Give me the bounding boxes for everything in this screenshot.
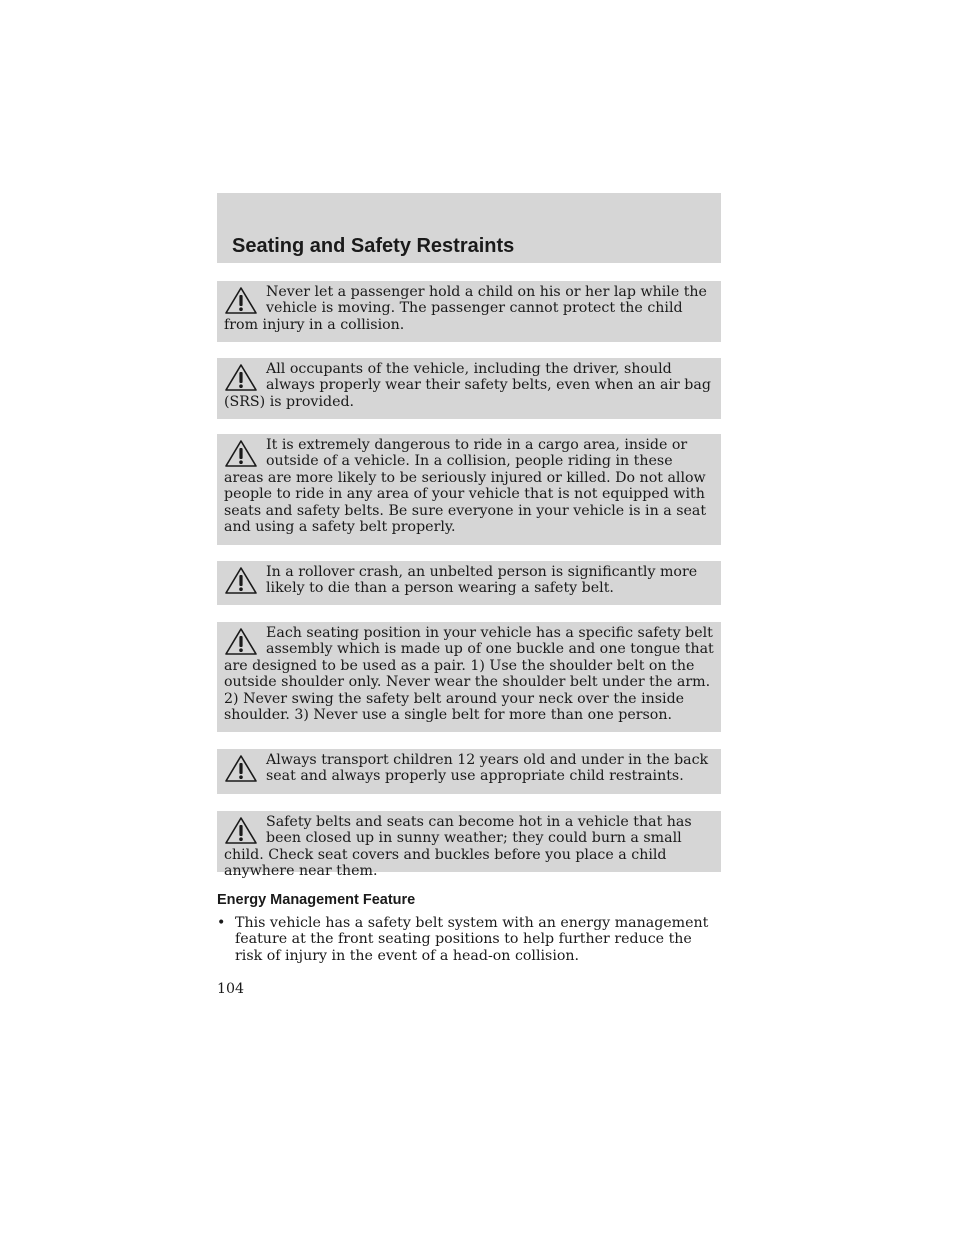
warning-text: Each seating position in your vehicle has a specific safety belt assembly which is made up of one buckle and one tongue that are designed to be used as a pair. 1) Use the shoulder belt on the outside shoulder only. Never wear the shoulder belt under the arm. 2) Never swing the safety belt around your neck over the inside shoulder. 3) Never use a single belt for more than one person. xyxy=(224,625,714,724)
bullet-icon: • xyxy=(217,915,226,931)
warning-triangle-icon xyxy=(224,566,258,596)
list-item xyxy=(217,915,722,964)
warning-triangle-icon xyxy=(224,816,258,846)
warning-triangle-icon xyxy=(224,754,258,784)
warning-text: In a rollover crash, an unbelted person is significantly more likely to die than a person wearing a safety belt. xyxy=(266,564,698,597)
warning-text: It is extremely dangerous to ride in a cargo area, inside or outside of a vehicle. In a collision, people riding in these areas are more likely to be seriously injured or killed. Do not allow people to ride in any area of your vehicle that is not equipped with seats and safety belts. Be sure everyone in your vehicle is in a seat and using a safety belt properly. xyxy=(224,437,707,536)
warning-box xyxy=(217,811,721,880)
bullet-text: This vehicle has a safety belt system with an energy management feature at the front seating positions to help further reduce the risk of injury in the event of a head-on collision. xyxy=(235,915,709,964)
warning-box xyxy=(217,358,721,419)
chapter-header xyxy=(217,193,721,263)
warning-triangle-icon xyxy=(224,439,258,469)
warning-triangle-icon xyxy=(224,363,258,393)
warning-box xyxy=(217,622,721,732)
warning-triangle-icon xyxy=(224,286,258,316)
warning-text: Safety belts and seats can become hot in a vehicle that has been closed up in sunny weather; they could burn a small child. Check seat covers and buckles before you place a child anywhere near them. xyxy=(224,814,692,880)
warning-triangle-icon xyxy=(224,627,258,657)
warning-text: All occupants of the vehicle, including the driver, should always properly wear their safety belts, even when an air bag (SRS) is provided. xyxy=(224,361,711,410)
section-heading: Energy Management Feature xyxy=(217,892,416,908)
warning-text: Never let a passenger hold a child on his or her lap while the vehicle is moving. The passenger cannot protect the child from injury in a collision. xyxy=(224,284,707,333)
warning-box xyxy=(217,434,721,545)
chapter-title: Seating and Safety Restraints xyxy=(232,235,515,257)
warning-box xyxy=(217,561,721,605)
warning-box xyxy=(217,281,721,342)
warning-box xyxy=(217,749,721,794)
warning-text: Always transport children 12 years old and under in the back seat and always properly use appropriate child restraints. xyxy=(266,752,709,785)
page-number: 104 xyxy=(217,981,245,997)
